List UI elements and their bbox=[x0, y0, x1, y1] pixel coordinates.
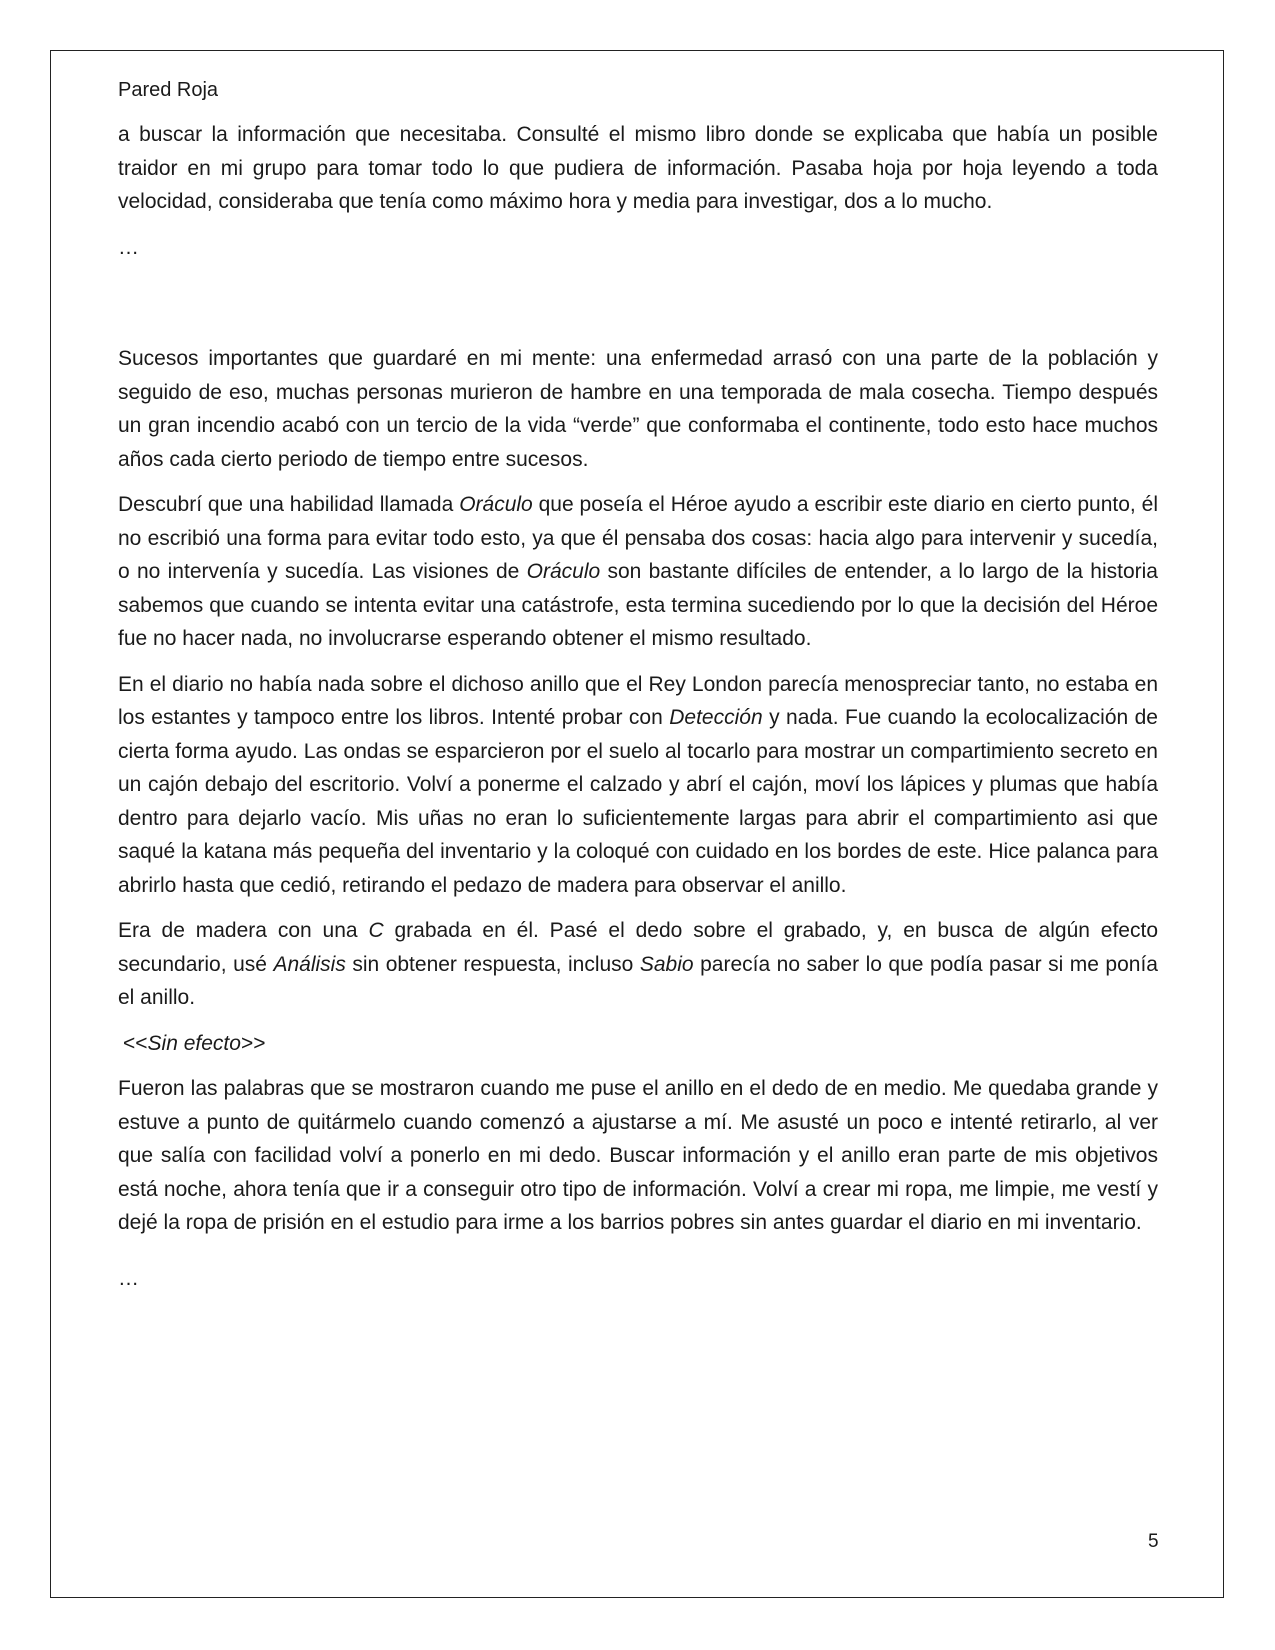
blank-space bbox=[118, 264, 1158, 342]
paragraph-3 bbox=[118, 488, 1158, 656]
text-run: que poseía el Héroe ayudo a escribir este diario en cierto punto, él no escribió una forma para evitar todo esto, ya que él pensaba dos cosas: hacia algo para intervenir y sucedía, o no intervenía y sucedía. Las visiones de bbox=[118, 493, 1158, 583]
running-header: Pared Roja bbox=[118, 79, 219, 101]
italic-letter-c: C bbox=[368, 919, 384, 942]
scene-break-ellipsis: … bbox=[118, 1266, 139, 1290]
paragraph-2: Sucesos importantes que guardaré en mi mente: una enfermedad arrasó con una parte de la población y seguido de eso, muchas personas murieron de hambre en una temporada de mala cosecha. Tiempo después un gran incendio acabó con un tercio de la vida “verde” que conformaba el continente, todo esto hace muchos años cada cierto periodo de tiempo entre sucesos. bbox=[118, 347, 1158, 471]
italic-term-oraculo: Oráculo bbox=[526, 560, 601, 583]
paragraph-1: a buscar la información que necesitaba. Consulté el mismo libro donde se explicaba que había un posible traidor en mi grupo para tomar todo lo que pudiera de información. Pasaba hoja por hoja leyendo a toda velocidad, consideraba que tenía como máximo hora y media para investigar, dos a lo mucho. bbox=[118, 123, 1158, 213]
text-run: sin obtener respuesta, incluso bbox=[345, 952, 640, 976]
quote-text: Sin efecto bbox=[147, 1031, 241, 1055]
scene-break-ellipsis: … bbox=[118, 235, 139, 259]
page-number: 5 bbox=[1148, 1531, 1159, 1552]
blank-space bbox=[118, 1252, 1158, 1262]
paragraph-6: Fueron las palabras que se mostraron cuando me puse el anillo en el dedo de en medio. Me quedaba grande y estuve a punto de quitármelo cuando comenzó a ajustarse a mí. Me asusté un poco e intenté retirarlo, al ver que salía con facilidad volví a ponerlo en mi dedo. Buscar información y el anillo eran parte de mis objetivos está noche, ahora tenía que ir a conseguir otro tipo de información. Volví a crear mi ropa, me limpie, me vestí y dejé la ropa de prisión en el estudio para irme a los barrios pobres sin antes guardar el diario en mi inventario. bbox=[118, 1077, 1158, 1234]
system-message bbox=[118, 1027, 1158, 1061]
page-body bbox=[118, 118, 1158, 1295]
text-run: son bastante difíciles de entender, a lo largo de la historia sabemos que cuando se intenta evitar una catástrofe, esta termina sucediendo por lo que la decisión del Héroe fue no hacer nada, no involucrarse esperando obtener el mismo resultado. bbox=[118, 560, 1158, 650]
text-run: y nada. Fue cuando la ecolocalización de cierta forma ayudo. Las ondas se esparcieron por el suelo al tocarlo para mostrar un compartimiento secreto en un cajón debajo del escritorio. Volví a ponerme el calzado y abrí el cajón, moví los lápices y plumas que había dentro para dejarlo vacío. Mis uñas no eran lo suficientemente largas para abrir el compartimiento asi que saqué la katana más pequeña del inventario y la coloqué con cuidado en los bordes de este. Hice palanca para abrirlo hasta que cedió, retirando el pedazo de madera para observar el anillo. bbox=[118, 706, 1158, 897]
text-run: parecía no saber lo que podía pasar si me ponía el anillo. bbox=[118, 952, 1158, 1009]
text-run: Descubrí que una habilidad llamada bbox=[118, 493, 460, 516]
quote-close: >> bbox=[240, 1031, 266, 1055]
italic-term-sabio: Sabio bbox=[639, 952, 694, 976]
paragraph-5 bbox=[118, 914, 1158, 1015]
italic-term-analisis: Análisis bbox=[273, 952, 346, 976]
text-run: En el diario no había nada sobre el dichoso anillo que el Rey London parecía menospreciar tanto, no estaba en los estantes y tampoco entre los libros. Intenté probar con bbox=[118, 672, 1158, 729]
paragraph-4 bbox=[118, 668, 1158, 903]
text-run: Era de madera con una bbox=[118, 919, 369, 942]
italic-term-oraculo: Oráculo bbox=[459, 493, 533, 516]
quote-open: << bbox=[123, 1031, 148, 1055]
text-run: grabada en él. Pasé el dedo sobre el grabado, y, en busca de algún efecto secundario, usé bbox=[118, 919, 1158, 976]
italic-term-deteccion: Detección bbox=[669, 706, 763, 729]
